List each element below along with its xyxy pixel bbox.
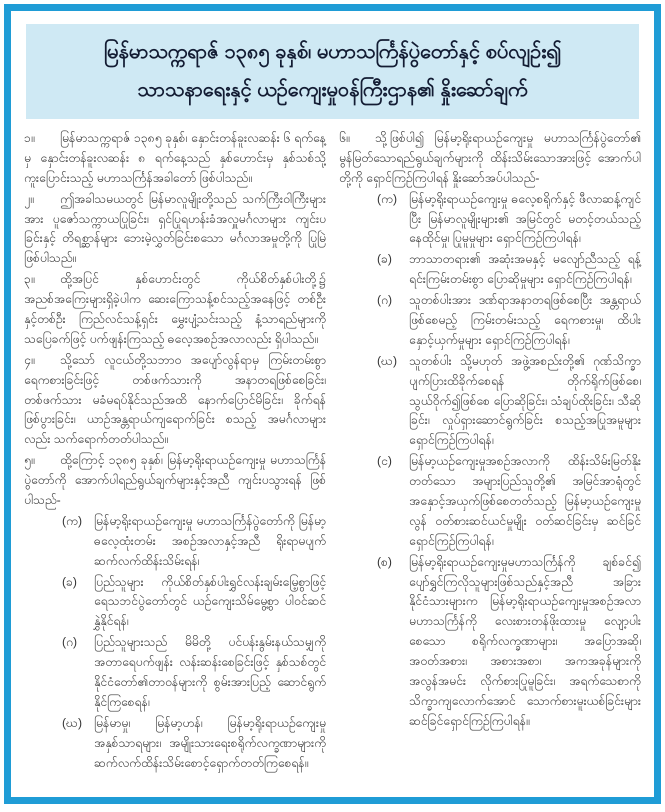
list-item-label: (က) [377,191,398,206]
list-item [377,190,641,250]
list-item [62,512,326,572]
paragraph [24,351,326,450]
paragraph [24,451,326,511]
list-item-label: (စ) [377,554,392,569]
paragraph-text: သို့ဖြစ်ပါ၍ မြန်မာ့ရိုးရာယဉ်ကျေးမှု မဟာသင်္ကြန်ပွဲတော်၏ မွန်မြတ်သောရည်ရွယ်ချက်များကို ထိန်းသိမ်းသောအားဖြင့် အောက်ပါတို့ကို ရှောင်ကြဉ်ကြပါရန် နှိုးဆော်အပ်ပါသည်- [339,131,641,185]
list-item [377,352,641,451]
list-item-text: သူတစ်ပါးအား ဒဏ်ရာအနာတရဖြစ်စေပြီး အန္တရာယ်ဖြစ်စေမည့် ကြမ်းတမ်းသည့် ရေကစားမှု၊ ထိပါးနှောင့်ယှက်မှုများ ရှောင်ကြဉ်ကြပါရန်၊ [409,293,641,347]
paragraph [24,270,326,350]
paragraph-text: ထို့အပြင် နှစ်ဟောင်းတွင် ကိုယ်စိတ်နှစ်ပါးတို့၌ အညစ်အကြေးများရှိခဲ့ပါက ဆေးကြောသန့်စင်သည့်အနေဖြင့် တစ်ဦးနှင့်တစ်ဦး ကြည်လင်သန့်ရှင်း မွှေးပျံ့သင်းသည့် နံ့သာရည်များကို သပြေခက်ဖြင့် ပက်ဖျန်းကြသည့် ဓလေ့အစဉ်အလာလည်း ရှိပါသည်။ [24,272,326,346]
paragraph-text: သို့သော် လူငယ်တို့သဘာဝ အပျော်လွန်ရာမှ ကြမ်းတမ်းစွာ ရေကစားခြင်းဖြင့် တစ်ဖက်သားကို အနာတရဖြစ်စေခြင်း၊ တစ်ဖက်သား မခံမရပ်နိုင်သည်အထိ နောက်ပြောင်မိခြင်း၊ ခိုက်ရန်ဖြစ်ပွားခြင်း၊ ယာဉ်အန္တရာယ်ကျရောက်ခြင်း စသည့် အမင်္ဂလာများလည်း သက်ရောက်တတ်ပါသည်။ [24,352,326,447]
list-item-text: မြန်မာ့ရိုးရာယဉ်ကျေးမှု ဓလေ့စရိုက်နှင့် ဖီလာဆန့်ကျင်ပြီး မြန်မာလူမျိုးများ၏ အမြင်တွင် မတင့်တယ်သည့် နေထိုင်မှု၊ ပြုမူမှုများ ရှောင်ကြဉ်ကြပါရန်၊ [409,191,641,246]
left-column [24,129,326,775]
title-line-1: မြန်မာသက္ကရာဇ် ၁၃၈၅ ခုနှစ်၊ မဟာသင်္ကြန်ပွဲတော်နှင့် စပ်လျဉ်း၍ [103,41,562,63]
title-banner [26,24,639,119]
paragraph-number: ၆။ [339,131,350,145]
paragraph [24,190,326,270]
paragraph-text: ထို့ကြောင့် ၁၃၈၅ ခုနှစ်၊ မြန်မာ့ရိုးရာယဉ်ကျေးမှု မဟာသင်္ကြန်ပွဲတော်ကို အောက်ပါရည်ရွယ်ချက်များနှင့်အညီ ကျင်းပသွားရန် ဖြစ်ပါသည်- [24,453,326,508]
paragraph-number: ၂။ [24,191,34,206]
title-line-2: သာသနာရေးနှင့် ယဉ်ကျေးမှုဝန်ကြီးဌာန၏ နှိုးဆော်ချက် [137,79,528,101]
list-item [377,452,641,551]
list-item-text: မြန်မာ့ယဉ်ကျေးမှုအစဉ်အလာကို ထိန်းသိမ်းမြတ်နိုးတတ်သော အများပြည်သူတို့၏ အမြင်အာရုံတွင် အနှောင့်အယှက်ဖြစ်စေတတ်သည့် မြန်မာ့ယဉ်ကျေးမှုလွန် ဝတ်စားဆင်ယင်မှုမျိုး ဝတ်ဆင်ခြင်းမှ ဆင်ခြင်ရှောင်ကြဉ်ကြပါရန်၊ [409,454,641,548]
list-item [377,553,641,732]
paragraph-text: ဤအခါသမယတွင် မြန်မာလူမျိုးတို့သည် သက်ကြီးဝါကြီးများအား ပူဇော်သက္ကာယပြုခြင်း၊ ရှင်ပြုရဟန်းခံအလှူမင်္ဂလာများ ကျင်းပခြင်းနှင့် တိရစ္ဆာန်များ ဘေးမဲ့လွှတ်ခြင်းစသော မင်္ဂလာအမှုတို့ကို ပြုမြဲဖြစ်ပါသည်။ [24,191,326,266]
list-item [377,291,641,351]
list-item-label: (ဃ) [377,353,398,368]
body-columns [11,127,654,775]
paragraph [24,129,326,189]
paragraph-number: ၄။ [24,352,35,367]
list-item-text: ပြည်သူများ ကိုယ်စိတ်နှစ်ပါးရွှင်လန်းချမ်းမြေ့စွာဖြင့် ရေသဘင်ပွဲတော်တွင် ယဉ်ကျေးသိမ်မွေ့စွာ ပါဝင်ဆင်နွှဲနိုင်ရန်၊ [94,574,326,629]
paragraph-number: ၁။ [24,131,35,145]
list-item-text: သူတစ်ပါး သို့မဟုတ် အဖွဲ့အစည်းတို့၏ ဂုဏ်သိက္ခာ ပျက်ပြားထိခိုက်စေရန် တိုက်ရိုက်ဖြစ်စေ၊ သွယ်ဝိုက်၍ဖြစ်စေ ပြောဆိုခြင်း၊ သံချပ်ထိုးခြင်း၊ သီဆိုခြင်း၊ လှုပ်ရှားဆောင်ရွက်ခြင်း စသည့်အပြုအမူများ ရှောင်ကြဉ်ကြပါရန်၊ [409,353,641,448]
paragraph-number: ၅။ [24,453,35,468]
document-page [4,4,661,804]
list-item-label: (ဃ) [62,715,83,730]
list-item-text: မြန်မာ့ရိုးရာယဉ်ကျေးမှုမဟာသင်္ကြန်ကို ချစ်ခင်၍ ပျော်ရွှင်ကြလိုသူများဖြစ်သည်နှင့်အညီ အခြားနိုင်ငံသားများက မြန်မာ့ရိုးရာယဉ်ကျေးမှုအစဉ်အလာ မဟာသင်္ကြန်ကို လေးစားတန်ဖိုးထားမှု လျော့ပါးစေသော စရိုက်လက္ခဏာများ၊ အပြောအဆို၊ အဝတ်အစား၊ အစားအစာ၊ အကအခုန်များကို အလွန်အမင်း လိုက်စားပြုမူခြင်း၊ အရက်သေစာကို သိက္ခာကျလောက်အောင် သောက်စားမူးယစ်ခြင်းများ ဆင်ခြင်ရှောင်ကြဉ်ကြပါရန်။ [409,554,641,728]
list-item [62,633,326,713]
paragraph-number: ၃။ [24,272,35,287]
paragraph-text: မြန်မာသက္ကရာဇ် ၁၃၈၅ ခုနှစ်၊ နှောင်းတန်ခူးလဆန်း ၆ ရက်နေ့မှ နှောင်းတန်ခူးလဆန်း ၈ ရက်နေ့သည် နှစ်ဟောင်းမှ နှစ်သစ်သို့ ကူးပြောင်းသည့် မဟာသင်္ကြန်အခါတော် ဖြစ်ပါသည်။ [24,131,326,185]
list-item-text: ဘာသာတရား၏ အဆုံးအမနှင့် မလျော်ညီသည့် ရန့်ရင်းကြမ်းတမ်းစွာ ပြောဆိုမှုများ ရှောင်ကြဉ်ကြပါရန်၊ [409,252,641,287]
list-item-label: (ခ) [377,252,392,267]
right-column [339,129,641,775]
list-item-label: (ဂ) [62,635,78,650]
list-item [377,250,641,290]
list-item [62,714,326,774]
list-item-text: ပြည်သူများသည် မိမိတို့ ပင်ပန်းနွမ်းနယ်သမျှကို အတာရေပက်ဖျန်း လန်းဆန်းစေခြင်းဖြင့် နှစ်သစ်တွင် နိုင်ငံတော်၏တာဝန်များကို စွမ်းအားပြည့် ဆောင်ရွက်နိုင်ကြစေရန်၊ [94,635,326,709]
paragraph [339,129,641,189]
list-item-label: (ခ) [62,574,77,589]
list-item-text: မြန်မာ့ရိုးရာယဉ်ကျေးမှု မဟာသင်္ကြန်ပွဲတော်ကို မြန်မာ့ဓလေ့ထုံးတမ်း အစဉ်အလာနှင့်အညီ ရိုးရာမပျက် ဆက်လက်ထိန်းသိမ်းရန်၊ [94,513,326,568]
list-item-label: (င) [377,454,392,469]
list-item-text: မြန်မာမှု၊ မြန်မာ့ဟန်၊ မြန်မာ့ရိုးရာယဉ်ကျေးမှု အနှစ်သာရများ၊ အမျိုးသားရေးစရိုက်လက္ခဏာများကို ဆက်လက်ထိန်းသိမ်းစောင့်ရှောက်တတ်ကြစေရန်။ [94,715,326,770]
list-item-label: (ဂ) [377,293,393,308]
list-item [62,573,326,633]
list-item-label: (က) [62,513,83,528]
